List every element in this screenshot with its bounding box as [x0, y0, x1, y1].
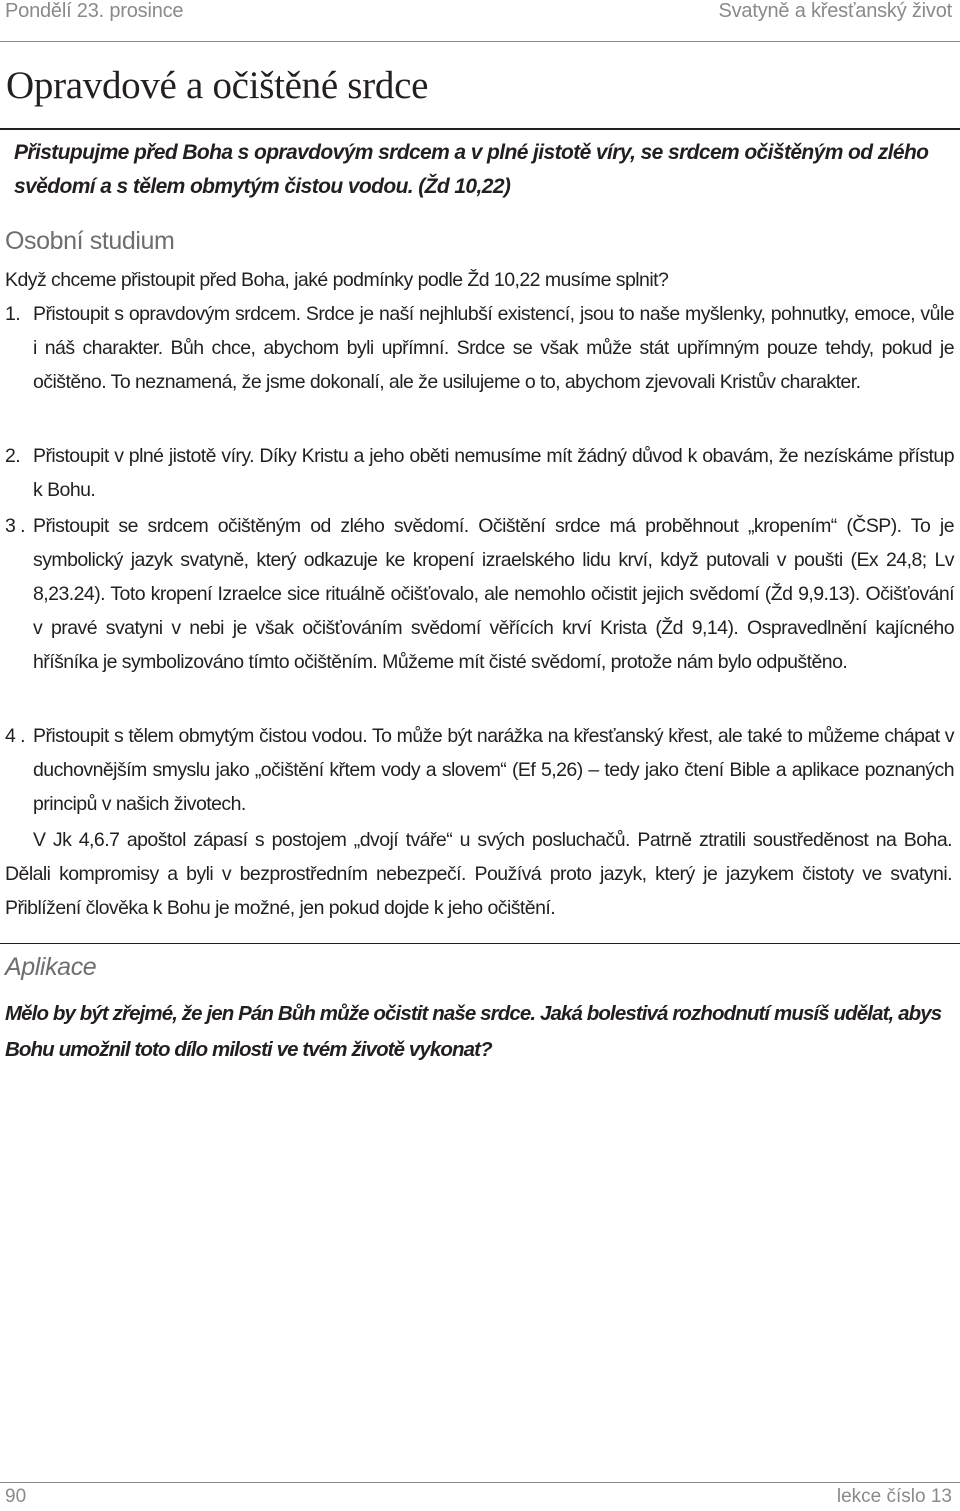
application-text: Mělo by být zřejmé, že jen Pán Bůh může očistit naše srdce. Jaká bolestivá rozhodnutí musíš udělat, abys Bohu umožnil toto dílo milosti ve tvém životě vykonat?	[5, 1002, 942, 1061]
title-divider	[0, 128, 960, 130]
study-continuation: V Jk 4,6.7 apoštol zápasí s postojem „dvojí tváře“ u svých posluchačů. Patrně ztratili soustředěnost na Boha. Dělali kompromisy a byli v bezprostředním nebezpečí. Používá proto jazyk, který je jazykem čistoty ve svatyni. Přiblížení člověka k Bohu je možné, jen pokud dojde k jeho očištění.	[5, 829, 952, 919]
page-footer	[5, 1486, 952, 1508]
item-text: Přistoupit se srdcem očištěným od zlého svědomí. Očištění srdce má proběhnout „kropením“ (ČSP). To je symbolický jazyk svatyně, který odkazuje ke kropení izraelského lidu krví, když putovali v poušti (Ex 24,8; Lv 8,23.24). Toto kropení Izraelce sice rituálně očišťovalo, ale nemohlo očistit jejich svědomí (Žd 9,9.13). Očišťování v pravé svatyni v nebi je však očišťováním svědomí věřících krví Krista (Žd 9,14). Ospravedlnění kajícného hříšníka je symbolizováno tímto očištěním. Můžeme mít čisté svědomí, protože nám bylo odpuštěno.	[33, 515, 954, 673]
running-header	[5, 0, 952, 34]
study-question: Když chceme přistoupit před Boha, jaké podmínky podle Žd 10,22 musíme splnit?	[5, 269, 669, 291]
study-heading: Osobní studium	[5, 227, 175, 255]
study-item-3	[5, 509, 954, 679]
header-series: Svatyně a křesťanský život	[718, 0, 952, 22]
study-item-4	[5, 719, 954, 821]
item-number: 3 .	[5, 515, 26, 537]
study-item-2	[5, 439, 954, 507]
page-number: 90	[5, 1486, 27, 1507]
page-title: Opravdové a očištěné srdce	[6, 64, 429, 107]
item-text: Přistoupit s tělem obmytým čistou vodou. To může být narážka na křesťanský křest, ale také to můžeme chápat v duchovnějším smyslu jako „očištění křtem vody a slovem“ (Ef 5,26) – tedy jako čtení Bible a aplikace poznaných principů v našich životech.	[33, 725, 954, 815]
header-date: Pondělí 23. prosince	[5, 0, 184, 22]
study-item-1	[5, 297, 954, 399]
item-number: 1.	[5, 303, 21, 325]
item-number: 2.	[5, 445, 21, 467]
application-divider	[0, 943, 960, 944]
item-number: 4 .	[5, 725, 26, 747]
item-text: Přistoupit v plné jistotě víry. Díky Kristu a jeho oběti nemusíme mít žádný důvod k obavám, že nezískáme přístup k Bohu.	[33, 445, 954, 501]
item-text: Přistoupit s opravdovým srdcem. Srdce je naší nejhlubší existencí, jsou to naše myšlenky, pohnutky, emoce, vůle i náš charakter. Bůh chce, abychom byli upřímní. Srdce se však může stát upřímným pouze tehdy, pokud je očištěno. To neznamená, že jsme dokonalí, ale že usilujeme o to, abychom zjevovali Kristův charakter.	[33, 303, 954, 393]
lesson-number: lekce číslo 13	[836, 1486, 952, 1507]
footer-divider	[0, 1482, 960, 1483]
memory-verse: Přistupujme před Boha s opravdovým srdcem a v plné jistotě víry, se srdcem očištěným od zlého svědomí a s tělem obmytým čistou vodou. (Žd 10,22)	[14, 141, 929, 198]
header-divider	[0, 41, 960, 42]
application-heading: Aplikace	[5, 953, 97, 981]
